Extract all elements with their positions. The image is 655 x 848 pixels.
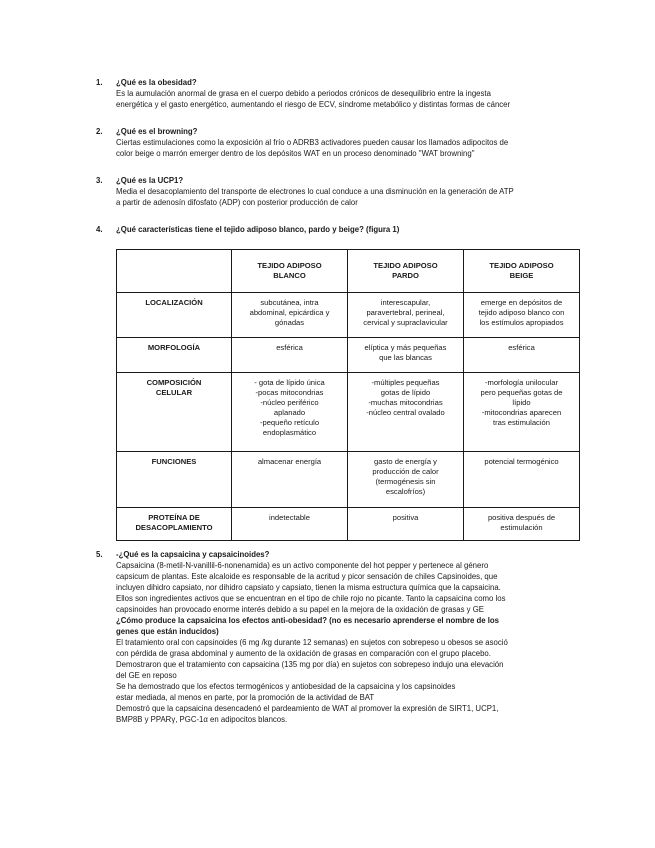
table-cell: emerge en depósitos de tejido adiposo blanco con los estímulos apropiados xyxy=(464,293,580,338)
question-answer xyxy=(116,137,586,159)
question-title: ¿Qué características tiene el tejido adiposo blanco, pardo y beige? (figura 1) xyxy=(116,225,400,234)
subquestion-title: ¿Cómo produce la capsaicina los efectos anti-obesidad? (no es necesario aprenderse el nombre de los xyxy=(116,616,500,625)
answer-line: El tratamiento oral con capsinoides (6 mg /kg durante 12 semanas) en sujetos con sobrepeso u obesos se asoció xyxy=(116,638,508,647)
question-title: -¿Qué es la capsaicina y capsaicinoides? xyxy=(116,550,270,559)
row-label: FUNCIONES xyxy=(117,452,232,508)
table-cell: interescapular, paravertebral, perineal, cervical y supraclavicular xyxy=(348,293,464,338)
answer-line: Demostraron que el tratamiento con capsaicina (135 mg por día) en sujetos con sobrepeso indujo una elevación xyxy=(116,660,504,669)
table-cell: subcutánea, intra abdominal, epicárdica y gónadas xyxy=(232,293,348,338)
table-cell: almacenar energía xyxy=(232,452,348,508)
answer-line: incluyen dihidro capsiato, nor dihidro capsiato y capsiato, tienen la misma estructura química que la capsaicina. xyxy=(116,583,501,592)
question-3 xyxy=(96,175,586,208)
question-title: ¿Qué es el browning? xyxy=(116,127,198,136)
answer-line: estar mediada, al menos en parte, por la promoción de la actividad de BAT xyxy=(116,693,375,702)
header-white: TEJIDO ADIPOSO BLANCO xyxy=(232,250,348,293)
header-brown: TEJIDO ADIPOSO PARDO xyxy=(348,250,464,293)
subquestion-title: genes que están inducidos) xyxy=(116,627,219,636)
row-label: MORFOLOGÍA xyxy=(117,338,232,373)
question-number: 1. xyxy=(96,78,103,87)
question-answer xyxy=(116,560,586,725)
table-cell: -múltiples pequeñas gotas de lípido -muchas mitocondrias -núcleo central ovalado xyxy=(348,373,464,452)
table-row xyxy=(117,373,580,452)
table-cell: gasto de energía y producción de calor (termogénesis sin escalofríos) xyxy=(348,452,464,508)
question-answer xyxy=(116,88,586,110)
row-label: PROTEÍNA DE DESACOPLAMIENTO xyxy=(117,508,232,541)
answer-line: energética y el gasto energético, aumentando el riesgo de ECV, síndrome metabólico y distintas formas de cáncer xyxy=(116,100,511,109)
answer-line: capsicum de plantas. Este alcaloide es responsable de la acritud y picor sensación de chiles Capsinoides, que xyxy=(116,572,498,581)
question-number: 3. xyxy=(96,176,103,185)
table-row xyxy=(117,508,580,541)
question-number: 4. xyxy=(96,225,103,234)
table-row xyxy=(117,452,580,508)
header-beige: TEJIDO ADIPOSO BEIGE xyxy=(464,250,580,293)
answer-line: Es la aumulación anormal de grasa en el cuerpo debido a periodos crónicos de desequilibrio entre la ingesta xyxy=(116,89,491,98)
answer-line: Capsaicina (8-metil-N-vanillil-6-nonenamida) es un activo componente del hot pepper y pertenece al género xyxy=(116,561,489,570)
table-cell: indetectable xyxy=(232,508,348,541)
answer-line: a partir de adenosín difosfato (ADP) con posterior producción de calor xyxy=(116,198,358,207)
answer-line: Demostró que la capsaicina desencadenó el pardeamiento de WAT al promover la expresión de SIRT1, UCP1, xyxy=(116,704,499,713)
table-cell: - gota de lípido única -pocas mitocondrias -núcleo periférico aplanado -pequeño retículo endoplasmático xyxy=(232,373,348,452)
answer-line: Ciertas estimulaciones como la exposición al frío o ADRB3 activadores pueden causar los llamados adipocitos de xyxy=(116,138,509,147)
table-cell: potencial termogénico xyxy=(464,452,580,508)
question-number: 5. xyxy=(96,550,103,559)
table-cell: elíptica y más pequeñas que las blancas xyxy=(348,338,464,373)
answer-line: del GE en reposo xyxy=(116,671,177,680)
question-answer xyxy=(116,186,586,208)
question-number: 2. xyxy=(96,127,103,136)
table-cell: positiva después de estimulación xyxy=(464,508,580,541)
question-2 xyxy=(96,126,586,159)
answer-line: BMP8B y PPARγ, PGC-1α en adipocitos blancos. xyxy=(116,715,288,724)
table-header-row xyxy=(117,250,580,293)
answer-line: Se ha demostrado que los efectos termogénicos y antiobesidad de la capsaicina y los capsinoides xyxy=(116,682,456,691)
adipose-tissue-table xyxy=(116,249,580,541)
table-cell: positiva xyxy=(348,508,464,541)
table-cell: esférica xyxy=(464,338,580,373)
answer-line: color beige o marrón emerger dentro de los depósitos WAT en un proceso denominado "WAT browning" xyxy=(116,149,475,158)
answer-line: Ellos son ingredientes activos que se encuentran en el tipo de chile rojo no picante. Tanto la capsaicina como los xyxy=(116,594,506,603)
question-title: ¿Qué es la obesidad? xyxy=(116,78,197,87)
row-label: COMPOSICIÓN CELULAR xyxy=(117,373,232,452)
table-cell: esférica xyxy=(232,338,348,373)
answer-line: capsinoides han provocado enorme interés debido a su papel en la mejora de la oxidación de grasas y GE xyxy=(116,605,484,614)
table-cell: -morfología unilocular pero pequeñas gotas de lípido -mitocondrias aparecen tras estimulación xyxy=(464,373,580,452)
row-label: LOCALIZACIÓN xyxy=(117,293,232,338)
answer-line: Media el desacoplamiento del transporte de electrones lo cual conduce a una disminución en la generación de ATP xyxy=(116,187,514,196)
table-row xyxy=(117,338,580,373)
question-title: ¿Qué es la UCP1? xyxy=(116,176,184,185)
question-1 xyxy=(96,77,586,110)
table-row xyxy=(117,293,580,338)
question-5 xyxy=(96,549,586,725)
table-corner-cell xyxy=(117,250,232,293)
question-4 xyxy=(96,224,586,235)
answer-line: con pérdida de grasa abdominal y aumento de la oxidación de grasas en comparación con el grupo placebo. xyxy=(116,649,491,658)
